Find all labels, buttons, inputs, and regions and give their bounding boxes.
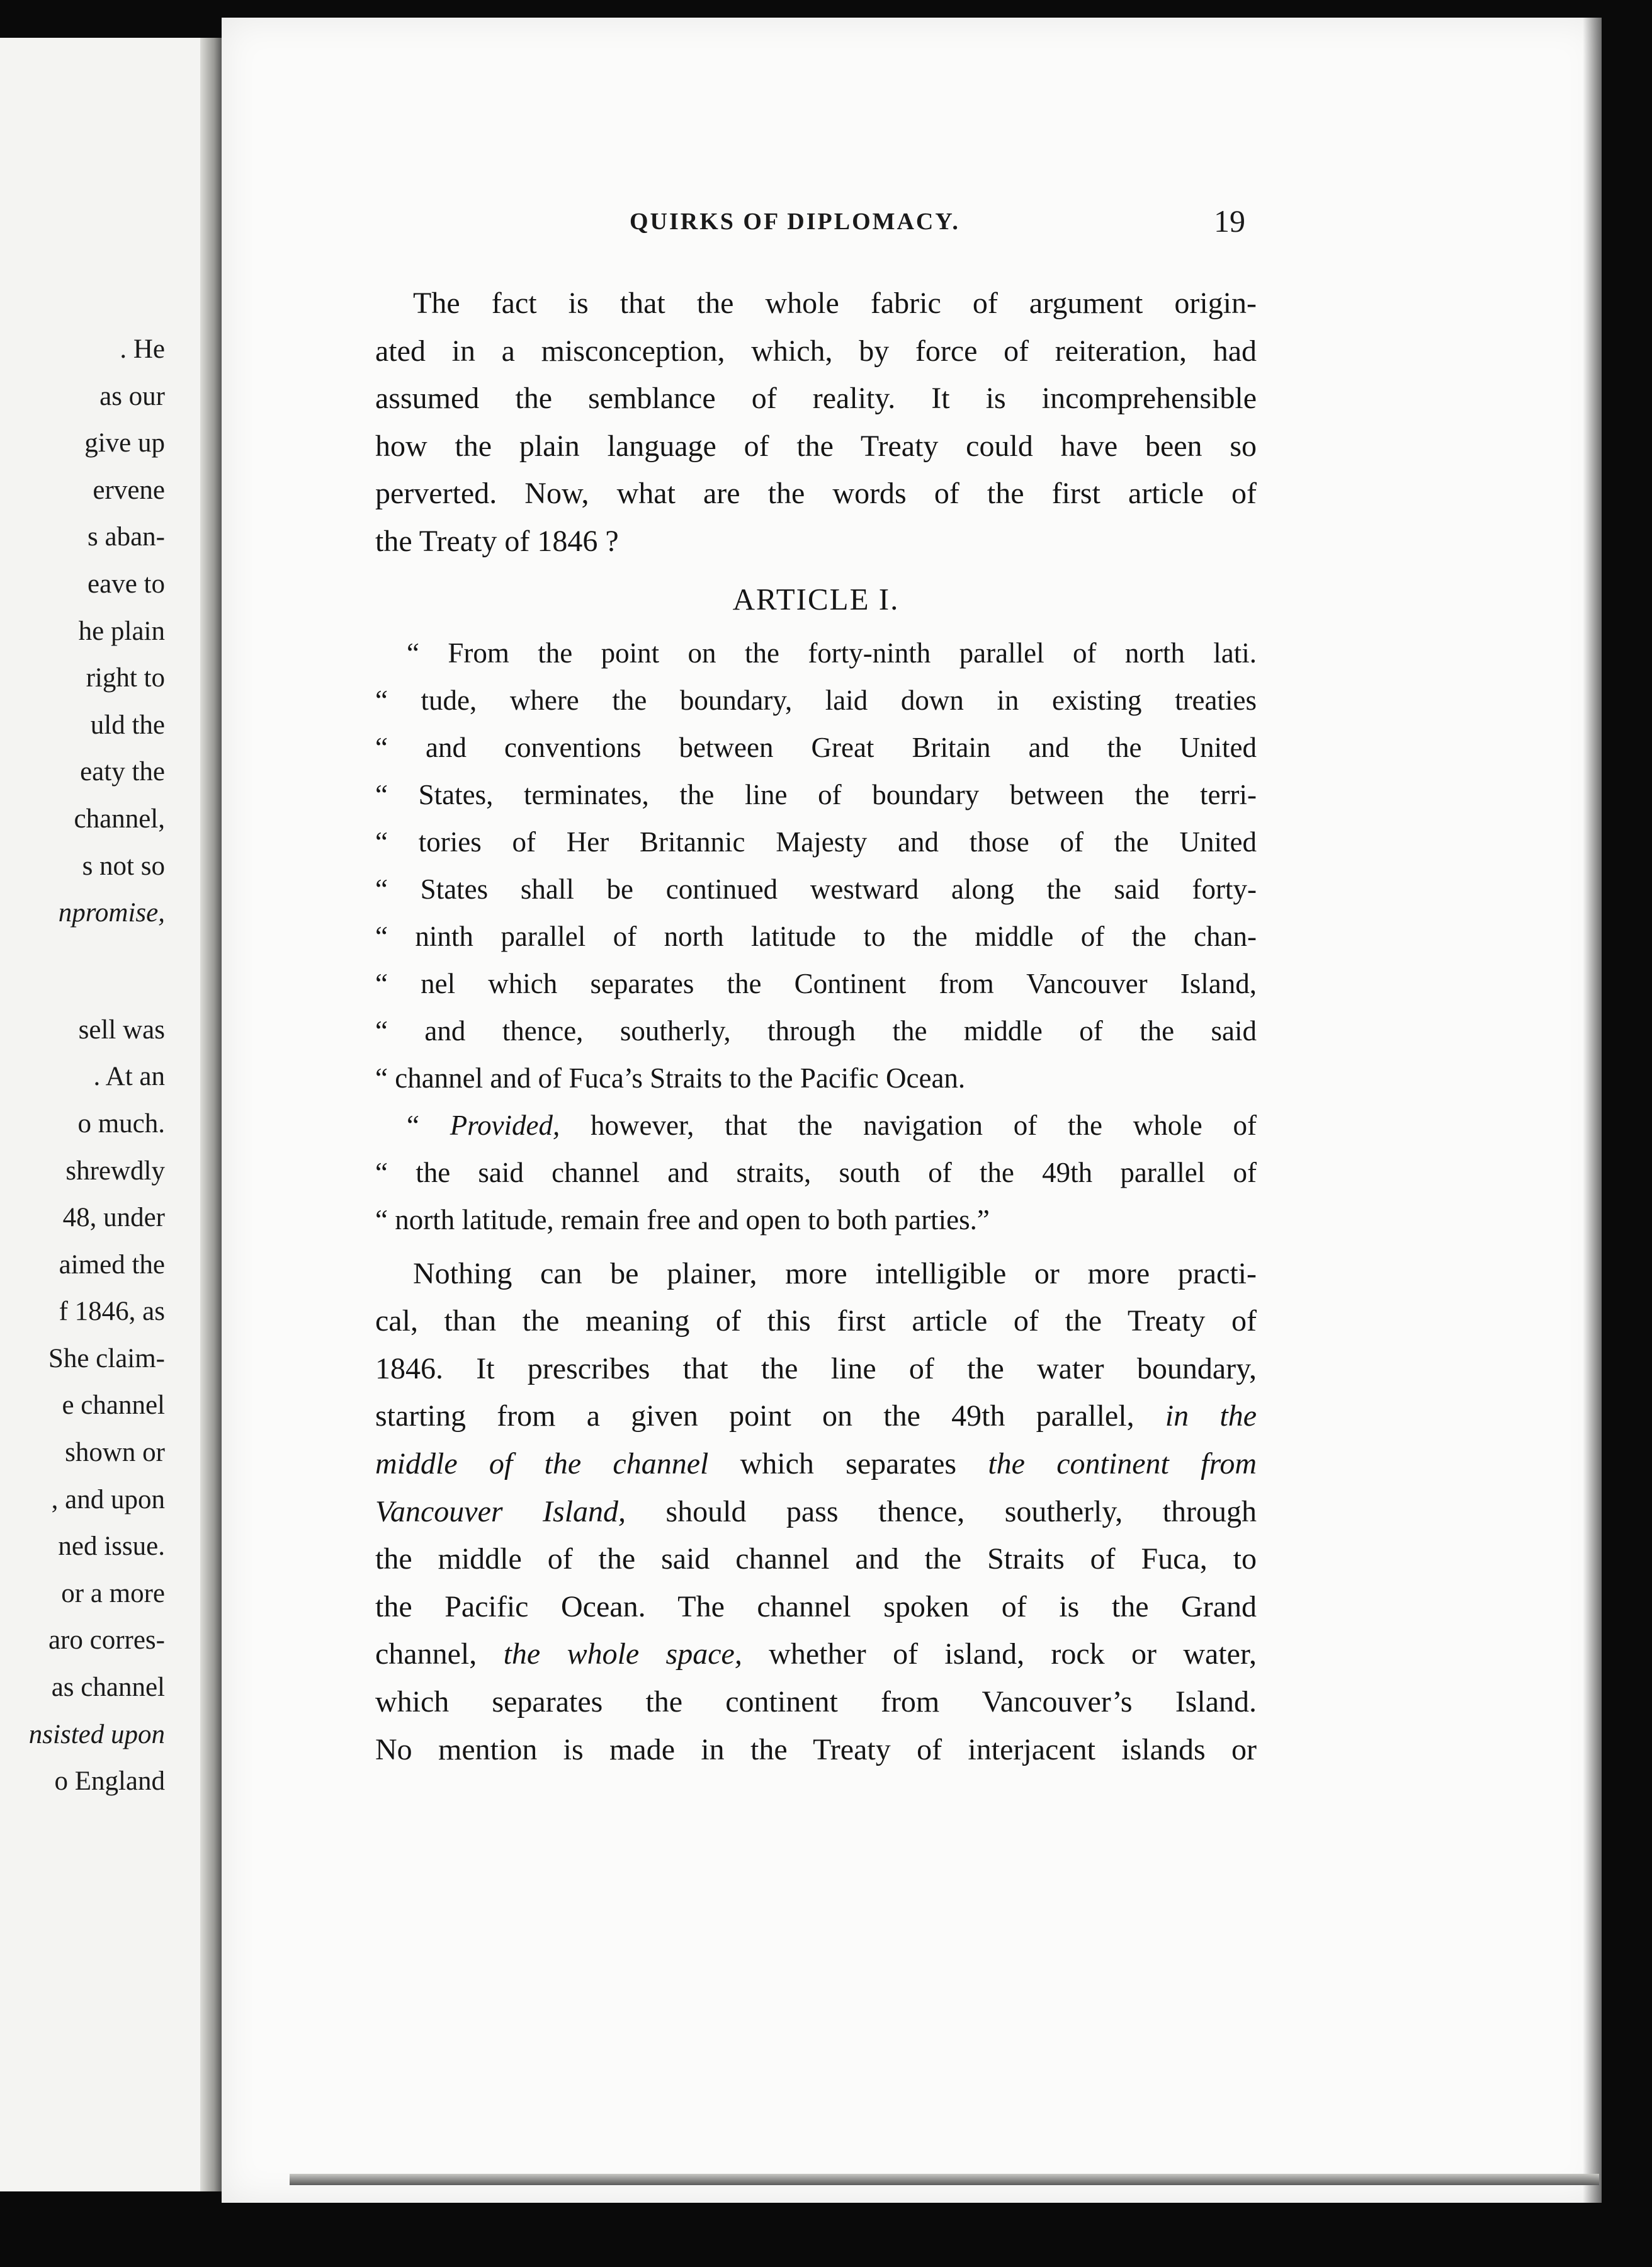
body-line: how the plain language of the Treaty could have been so (375, 429, 1257, 463)
left-line: s aban- (88, 522, 165, 552)
quote-line: “ nel which separates the Continent from Vancouver Island, (375, 967, 1257, 999)
quote-line: “ channel and of Fuca’s Straits to the Pacific Ocean. (375, 1062, 966, 1094)
body-line: ated in a misconception, which, by force of reiteration, had (375, 334, 1257, 368)
provided-italic: Provided, (450, 1109, 560, 1141)
article-heading: ARTICLE I. (732, 581, 900, 616)
left-line: sell was (78, 1014, 165, 1045)
body-line (375, 1440, 1257, 1488)
body-text-segment: should pass thence, southerly, through (626, 1494, 1257, 1528)
left-line: s not so (82, 851, 165, 881)
body-line: perverted. Now, what are the words of the first article of (375, 477, 1257, 511)
quote-line: “ the said channel and straits, south of the 49th parallel of (375, 1156, 1257, 1188)
left-line: ervene (93, 475, 165, 505)
running-head: QUIRKS OF DIPLOMACY. (630, 208, 960, 235)
left-line: eave to (88, 569, 165, 599)
quote-line: “ ninth parallel of north latitude to the middle of the chan- (375, 920, 1257, 952)
left-line: nsisted upon (28, 1719, 165, 1749)
left-line: shrewdly (65, 1156, 165, 1186)
body-text-segment: channel, (375, 1637, 504, 1671)
body-line: assumed the semblance of reality. It is incomprehensible (375, 382, 1257, 416)
body-line: 1846. It prescribes that the line of the water boundary, (375, 1351, 1257, 1385)
quote-line: “ tude, where the boundary, laid down in existing treaties (375, 684, 1257, 716)
left-line: . He (120, 334, 165, 364)
left-line: uld the (90, 710, 165, 740)
left-line: , and upon (51, 1484, 165, 1514)
quote-line (375, 1102, 1257, 1149)
left-line: give up (84, 428, 165, 458)
left-line: . At an (93, 1062, 165, 1092)
italic-segment: in the (1165, 1399, 1257, 1433)
quote-line: “ States, terminates, the line of boundary between the terri- (375, 778, 1257, 810)
body-line: the Treaty of 1846 ? (375, 524, 619, 558)
left-line: f 1846, as (59, 1297, 165, 1327)
body-line (375, 1488, 1257, 1536)
left-line: shown or (65, 1438, 165, 1468)
quote-line: “ north latitude, remain free and open to both parties.” (375, 1203, 990, 1236)
quote-open-mark: “ (407, 1109, 450, 1141)
body-text-segment: which separates (708, 1446, 988, 1480)
left-line: right to (86, 663, 165, 693)
left-line: She claim- (48, 1343, 165, 1373)
italic-segment: the continent from (988, 1446, 1257, 1480)
body-line: the Pacific Ocean. The channel spoken of is the Grand (375, 1589, 1257, 1623)
left-line: as our (99, 381, 165, 411)
italic-segment: middle of the channel (375, 1446, 709, 1480)
page-body (375, 280, 1257, 1773)
left-page (0, 38, 219, 2191)
italic-segment: Vancouver Island, (375, 1494, 626, 1528)
left-line: o England (54, 1766, 165, 1797)
quote-line: “ From the point on the forty-ninth parallel of north lati. (407, 637, 1257, 669)
body-line: The fact is that the whole fabric of argument origin- (413, 287, 1257, 320)
left-line: or a more (61, 1578, 165, 1608)
page-number: 19 (1214, 203, 1245, 239)
quote-line: “ and thence, southerly, through the middle of the said (375, 1014, 1257, 1047)
left-line: eaty the (80, 757, 165, 787)
left-line: o much. (77, 1108, 165, 1139)
left-line-gap (29, 937, 165, 1007)
left-page-text (29, 326, 165, 1805)
body-line: which separates the continent from Vancouver’s Island. (375, 1685, 1257, 1719)
body-line: cal, than the meaning of this first article of the Treaty of (375, 1304, 1257, 1338)
left-line: ned issue. (58, 1531, 165, 1562)
left-line: channel, (74, 804, 165, 834)
quote-line: “ tories of Her Britannic Majesty and those of the United (375, 826, 1257, 858)
quote-line: “ and conventions between Great Britain and the United (375, 731, 1257, 763)
left-line: aro corres- (48, 1625, 165, 1656)
page-bottom-edge (290, 2174, 1599, 2185)
left-line: aimed the (59, 1249, 165, 1280)
body-line: No mention is made in the Treaty of interjacent islands or (375, 1732, 1257, 1766)
body-line: the middle of the said channel and the Straits of Fuca, to (375, 1542, 1257, 1576)
body-text-segment: starting from a given point on the 49th parallel, (375, 1399, 1165, 1433)
quote-line: “ States shall be continued westward along the said forty- (375, 873, 1257, 905)
left-line: npromise, (58, 898, 165, 928)
body-line (375, 1392, 1257, 1440)
left-line: e channel (62, 1390, 165, 1421)
paragraph-spacer (375, 1244, 1257, 1250)
left-line: he plain (78, 616, 165, 646)
body-line (375, 1630, 1257, 1678)
italic-segment: the whole space, (503, 1637, 742, 1671)
treaty-quote (375, 630, 1257, 1244)
left-line: 48, under (62, 1203, 165, 1233)
body-line: Nothing can be plainer, more intelligible or more practi- (413, 1256, 1257, 1290)
body-text-segment: whether of island, rock or water, (742, 1637, 1257, 1671)
left-line: as channel (51, 1673, 165, 1703)
quote-line-rest: however, that the navigation of the whole of (560, 1109, 1257, 1141)
